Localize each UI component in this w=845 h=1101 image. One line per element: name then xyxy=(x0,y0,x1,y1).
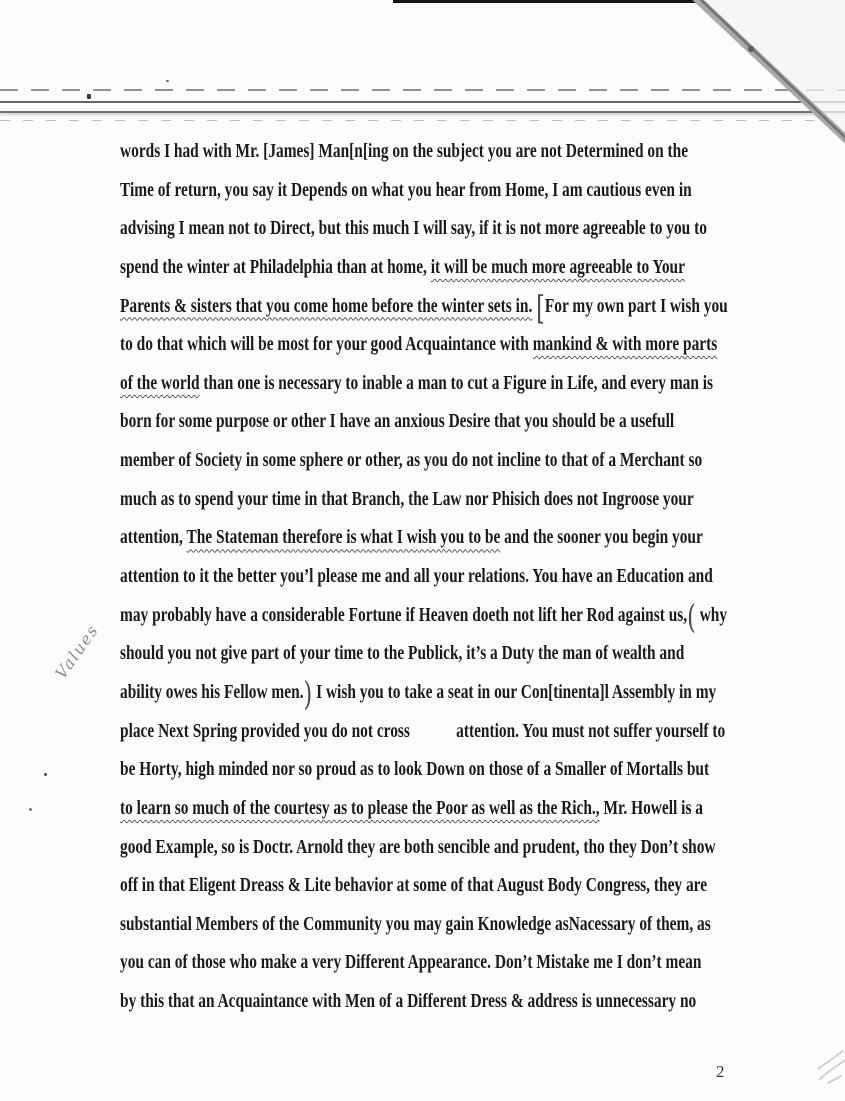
text-line xyxy=(120,982,728,1021)
text-run: ability owes his Fellow men. xyxy=(120,680,304,703)
text-line xyxy=(120,905,728,944)
scan-line xyxy=(0,111,845,113)
pencil-squiggle xyxy=(818,1051,845,1083)
text-run: I wish you to take a seat in our Con[tinenta]l Assembly in my xyxy=(312,680,717,703)
text-run: place Next Spring provided you do not cross attention. You must not suffer yourself to xyxy=(120,719,726,742)
text-run: may probably have a considerable Fortune if Heaven doeth not lift her Rod against us, xyxy=(120,603,688,626)
text-line xyxy=(120,518,728,557)
text-line xyxy=(120,750,728,789)
scan-line xyxy=(0,120,845,121)
text-line xyxy=(120,441,728,480)
text-run: why xyxy=(695,603,728,626)
hand-underlined-text: Parents & sisters that you come home before the winter sets in. xyxy=(120,294,533,317)
text-run: words I had with Mr. [James] Man[n[ing on the subject you are not Determined on the xyxy=(120,140,689,162)
text-run: should you not give part of your time to the Publick, it’s a Duty the man of wealth and xyxy=(120,642,685,665)
text-line xyxy=(120,943,728,982)
text-line xyxy=(120,248,728,287)
text-run: Time of return, you say it Depends on what you hear from Home, I am cautious even in xyxy=(120,178,692,201)
text-line xyxy=(120,364,728,403)
text-run: you can of those who make a very Different Appearance. Don’t Mistake me I don’t mean xyxy=(120,951,702,974)
handwritten-margin-note: Values xyxy=(51,620,103,683)
text-run: much as to spend your time in that Branch, the Law nor Phisich does not Ingroose your xyxy=(120,487,694,510)
text-line: ability owes his Fellow men.) I wish you to take a seat in our Con[tinenta]l Assembly in my xyxy=(120,674,717,714)
text-line xyxy=(120,866,728,905)
text-line xyxy=(120,209,728,248)
text-line xyxy=(120,171,728,210)
ink-speck xyxy=(29,808,32,811)
text-line xyxy=(120,634,728,673)
text-run: born for some purpose or other I have an anxious Desire that you should be a usefull xyxy=(120,410,675,433)
ink-speck xyxy=(166,80,169,82)
hand-underlined-text: The Stateman therefore is what I wish you to be xyxy=(186,526,501,549)
text-line xyxy=(120,557,728,596)
hand-underlined-text: it will be much more agreeable to Your xyxy=(430,255,685,278)
text-run: than one is necessary to inable a man to cut a Figure in Life, and every man is xyxy=(199,371,714,394)
text-run: For my own part I wish you xyxy=(544,294,728,317)
text-run: good Example, so is Doctr. Arnold they are both sencible and prudent, tho they Don’t show xyxy=(120,835,716,858)
text-run: substantial Members of the Community you may gain Knowledge asNacessary of them, as xyxy=(120,912,711,935)
scan-line xyxy=(0,89,845,91)
text-run: spend the winter at Philadelphia than at home, xyxy=(120,255,431,278)
text-line xyxy=(120,402,728,441)
hand-underlined-text: of the world xyxy=(120,371,200,394)
text-run: Mr. Howell is a xyxy=(599,796,703,819)
text-line xyxy=(120,712,728,751)
text-line xyxy=(120,325,728,364)
ink-speck xyxy=(87,94,91,99)
text-run: be Horty, high minded nor so proud as to look Down on those of a Smaller of Mortalls but xyxy=(120,758,710,781)
ink-speck xyxy=(44,773,47,776)
hand-underlined-text: mankind & with more parts xyxy=(532,333,718,356)
text-run: attention to it the better you’l please me and all your relations. You have an Education and xyxy=(120,565,713,588)
scan-edge-bar xyxy=(393,0,697,3)
scan-line xyxy=(0,101,845,103)
text-run: and the sooner you begin your xyxy=(500,526,703,549)
text-run: member of Society in some sphere or other, as you do not incline to that of a Merchant so xyxy=(120,449,703,472)
text-line: Parents & sisters that you come home before the winter sets in. [For my own part I wish you xyxy=(120,288,728,327)
text-run: advising I mean not to Direct, but this much I will say, if it is not more agreeable to you to xyxy=(120,217,707,240)
page-number: 2 xyxy=(716,1062,725,1081)
text-line xyxy=(120,789,728,828)
text-run: by this that an Acquaintance with Men of a Different Dress & address is unnecessary no xyxy=(120,990,697,1013)
hand-underlined-text: to learn so much of the courtesy as to please the Poor as well as the Rich., xyxy=(120,796,600,819)
text-line xyxy=(120,828,728,867)
text-line xyxy=(120,480,728,519)
text-line: may probably have a considerable Fortune if Heaven doeth not lift her Rod against us,( why xyxy=(120,597,728,636)
text-line xyxy=(120,132,728,171)
letter-text xyxy=(120,132,728,1021)
text-run: to do that which will be most for your good Acquaintance with xyxy=(120,333,533,356)
text-run: attention, xyxy=(120,526,187,549)
text-run: off in that Eligent Dreass & Lite behavior at some of that August Body Congress, they are xyxy=(120,874,708,897)
